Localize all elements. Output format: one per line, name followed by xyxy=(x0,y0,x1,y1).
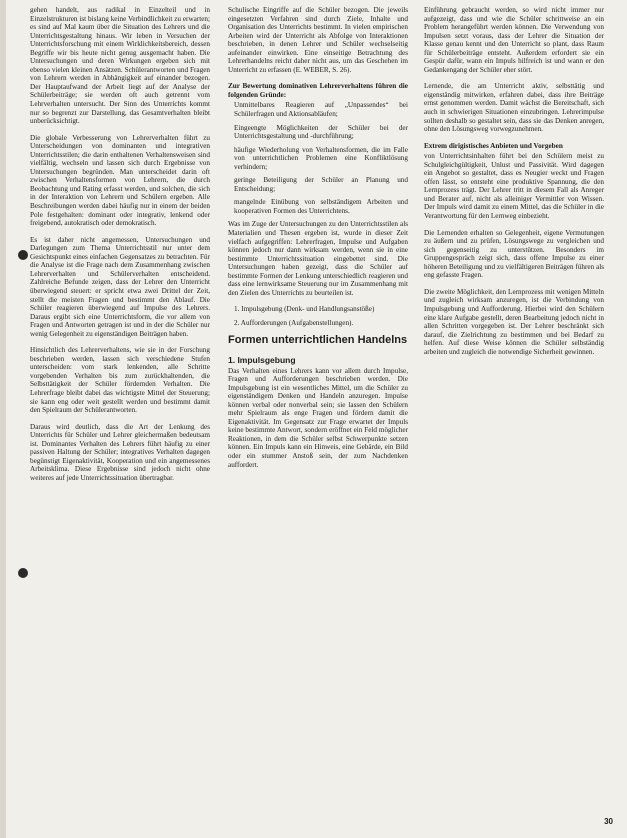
text-column-1 xyxy=(30,6,210,806)
page-number: 30 xyxy=(604,817,613,826)
text-column-2 xyxy=(228,6,408,806)
paragraph: Die Lernenden erhalten so Gelegenheit, eigene Vermutungen zu äußern und zu prüfen, Lösungswege zu vergleichen und sich gegenseitig zu unterstützen. Besonders im Gruppengespräch zeigt sich, dass offene Impulse zu einer höheren Beteiligung und zu vielfältigeren Beiträgen führen als eng gefasste Fragen. xyxy=(424,228,604,280)
page-edge-shadow xyxy=(0,0,6,838)
subsection-heading: 1. Impulsgebung xyxy=(228,354,296,365)
paragraph: gehen handelt, aus radikal in Einzelteil und in Einzelstrukturen ist bislang keine Verbindlichkeit zu erwarten; es sind auf Mal kaum über die Situation des Lehrers und die Unterrichtsgestaltung hinaus. Wir leben in Versuchen der Unterrichtsforschung mit einem Wirklichkeitsbereich, dessen Begriffe wir bis heute nicht genug ausgemacht haben. Die Untersuchungen und deren Wirkungen ergeben sich mit ebenso vielen kleinen Ansätzen. Schülerantworten und Fragen von Lehrern werden in Abhängigkeit auf einander bezogen. Der Hauptaufwand der Arbeit liegt auf der Analyse der Schülerbeiträge; sie werden oft auch getrennt vom Lehrverhalten untersucht. Der Sinn des Unterrichts kommt nur so begrenzt zur Darstellung, das Gesamtverhalten bleibt unberücksichtigt. xyxy=(30,6,210,126)
bold-lead-in: Zur Bewertung dominativen Lehrerverhaltens führen die folgenden Gründe: xyxy=(228,82,408,99)
paragraph: Hinsichtlich des Lehrerverhaltens, wie sie in der Forschung beschrieben werden, lassen sich verschiedene Stufen unterscheiden: vom stark lenkenden, alle Schritte vorgebenden Verhalten bis zum zurückhaltenden, die Selbsttätigkeit der Schüler fördernden Verhalten. Die Lehrerfrage bleibt dabei das wichtigste Mittel der Steuerung; sie kann eng oder weit gestellt werden und bestimmt damit den Spielraum der Schülerantworten. xyxy=(30,346,210,415)
paragraph: von Unterrichtsinhalten führt bei den Schülern meist zu Schulgleichgültigkeit, Unlust und Passivität. Wird dagegen ein Angebot so gestaltet, dass es Neugier weckt und Fragen offen lässt, so entsteht eine produktive Spannung, die den Lernprozess trägt. Der Lehrer tritt in diesem Fall als Anreger und Berater auf, nicht als alleiniger Vermittler von Wissen. Der Impuls wird damit zu einem Mittel, das die Schüler in die Verantwortung für den Lernweg einbezieht. xyxy=(424,152,604,221)
list-item: mangelnde Einübung von selbständigem Arbeiten und kooperativen Formen des Unterrichtens. xyxy=(234,198,408,215)
list-item: 2. Aufforderungen (Aufgabenstellungen). xyxy=(234,318,354,327)
paragraph: Lernende, die am Unterricht aktiv, selbsttätig und eigenständig mitwirken, erfahren dabei, dass ihre Beiträge ernst genommen werden. Damit wächst die Bereitschaft, sich auch in schwierigen Situationen einzubringen. Lehrerimpulse sollten deshalb so gestaltet sein, dass sie das Denken anregen, ohne den Lösungsweg vorwegzunehmen. xyxy=(424,82,604,134)
paragraph: Schulische Eingriffe auf die Schüler bezogen. Die jeweils eingesetzten Verfahren sind durch Ziele, Inhalte und Organisation des Unterrichts bestimmt. In vielen empirischen Arbeiten wird der Unterricht als Abfolge von Interaktionen beschrieben, in denen Lehrer und Schüler wechselseitig aufeinander einwirken. Eine einseitige Betrachtung des Lehrerhandelns reicht daher nicht aus, um das Geschehen im Unterricht zu erfassen (E. WEBER, S. 26). xyxy=(228,6,408,74)
paragraph: Was im Zuge der Untersuchungen zu den Unterrichtsstilen als Materialien und Thesen ergeben ist, wurde in dieser Zeit vielfach aufgegriffen: Lehrerfragen, Impulse und Aufgaben können jedoch nur dann wirksam werden, wenn sie in eine bestimmte Unterrichtssituation eingebettet sind. Die Untersuchungen haben gezeigt, dass die Schüler auf bestimmte Formen der Lenkung unterschiedlich reagieren und dass eine lernwirksame Steuerung nur im Zusammenhang mit den Zielen des Unterrichts zu beurteilen ist. xyxy=(228,220,408,297)
section-heading: Formen unterrichtlichen Handelns xyxy=(228,333,408,346)
paragraph: Das Verhalten eines Lehrers kann vor allem durch Impulse, Fragen und Aufforderungen beschrieben werden. Die Impulsgebung ist ein wesentliches Mittel, um die Schüler zu eigenständigem Denken und Handeln anzuregen. Impulse können verbal oder nonverbal sein; sie lassen den Schülern mehr Spielraum als enge Fragen und fördern damit die Eigenaktivität. Im Gegensatz zur Frage erwartet der Impuls keine bestimmte Antwort, sondern eröffnet ein Feld möglicher Reaktionen, in dem die Schüler selbst Schwerpunkte setzen können. Ein Impuls kann ein Hinweis, eine Gebärde, ein Bild oder ein stummer Anstoß sein, der zum Nachdenken auffordert. xyxy=(228,366,408,469)
list-item: geringe Beteiligung der Schüler an Planung und Entscheidung; xyxy=(234,176,408,193)
list-item: häufige Wiederholung von Verhaltensformen, die im Falle von unterrichtlichen Problemen eine Konfliktlösung verhindern; xyxy=(234,145,408,171)
list-item: Unmittelbares Reagieren auf „Unpassendes“ bei Schülerfragen und Aktionsabläufen; xyxy=(234,101,408,119)
list-item: Eingeengte Möglichkeiten der Schüler bei der Unterrichtsgestaltung und -durchführung; xyxy=(234,123,408,141)
punch-hole xyxy=(18,568,28,578)
bold-lead-in: Extrem dirigistisches Anbieten und Vorgeben xyxy=(424,141,563,150)
punch-hole xyxy=(18,250,28,260)
paragraph: Es ist daher nicht angemessen, Untersuchungen und Darlegungen zum Thema Unterrichtsstil nur unter dem Gesichtspunkt eines einfachen Gegensatzes zu betrachten. Für die Analyse ist die Frage nach dem Zusammenhang zwischen Lehrerverhalten und Schülerverhalten entscheidend. Zahlreiche Befunde zeigen, dass der Lehrer den Unterricht überwiegend steuert: er spricht etwa zwei Drittel der Zeit, stellt die meisten Fragen und bestimmt den Ablauf. Die Schüler reagieren überwiegend auf Impulse des Lehrers. Daraus ergibt sich eine Unterrichtsform, die vor allem von Fragen und Antworten getragen ist und in der die Schüler nur wenig Gelegenheit zu eigenständigen Beiträgen haben. xyxy=(30,235,210,338)
text-column-3 xyxy=(424,6,604,806)
list-item: 1. Impulsgebung (Denk- und Handlungsanstöße) xyxy=(234,305,375,314)
paragraph: Daraus wird deutlich, dass die Art der Lenkung des Unterrichts für Schüler und Lehrer gleichermaßen bedeutsam ist. Dominantes Verhalten des Lehrers führt häufig zu einer passiven Haltung der Schüler; integratives Verhalten dagegen begünstigt Eigenaktivität, Kooperation und ein angemessenes Arbeitsklima. Diese Ergebnisse sind jedoch nicht ohne weiteres auf jede Unterrichtssituation übertragbar. xyxy=(30,422,210,482)
paragraph: Die zweite Möglichkeit, den Lernprozess mit wenigen Mitteln und zugleich wirksam anzuregen, ist die Verbindung von Impulsgebung und Aufforderung. Hierbei wird den Schülern eine klare Aufgabe gestellt, deren Bearbeitung jedoch nicht in allen Schritten vorgegeben ist. Der Lehrer beschränkt sich darauf, die Zielrichtung zu bestimmen und bei Bedarf zu helfen. Auf diese Weise können die Schüler selbständig arbeiten und zugleich die notwendige Sicherheit gewinnen. xyxy=(424,287,604,356)
paragraph: Die globale Verbesserung von Lehrerverhalten führt zu Unterscheidungen von dominanten und integrativen Unterrichtsstilen; die darin enthaltenen Verhaltensweisen sind vielfältig, wechseln und lassen sich durch Ergebnisse von Untersuchungen begründen. Man unterscheidet darin oft zwischen Verhaltensformen von Lehrern, die durch Beobachtung und Rating erfasst werden, und solchen, die sich in der Interaktion von Lehrern und Schülern ergeben. Alle Beschreibungen werden dabei häufig nur in einem der beiden Pole festgehalten: dominant oder integrativ, lenkend oder freigebend, autokratisch oder demokratisch. xyxy=(30,133,210,228)
paragraph: Einführung gebraucht werden, so wird nicht immer nur aufgezeigt, dass und wie die Schüler schrittweise an ein Problem herangeführt werden können. Die Verwendung von Impulsen setzt voraus, dass der Lehrer die Situation der Klasse genau kennt und den Unterricht so plant, dass Raum für Schülerbeiträge entsteht. Außerdem erfordert sie ein Gespür dafür, wann ein Impuls hilfreich ist und wann er den Gedankengang der Schüler eher stört. xyxy=(424,6,604,74)
